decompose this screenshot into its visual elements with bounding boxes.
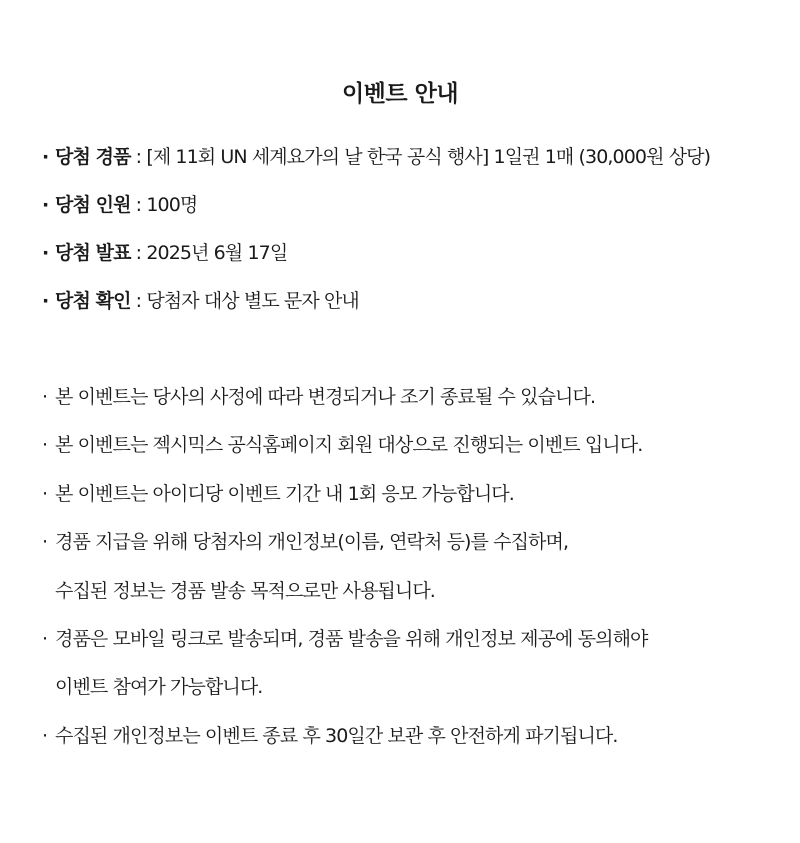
info-separator: : bbox=[130, 242, 147, 264]
note-text: 본 이벤트는 아이디당 이벤트 기간 내 1회 응모 가능합니다. bbox=[55, 482, 514, 505]
info-value-prize: [제 11회 UN 세계요가의 날 한국 공식 행사] 1일권 1매 (30,000원 상당) bbox=[146, 146, 711, 168]
note-line bbox=[42, 525, 782, 573]
note-line bbox=[42, 380, 782, 428]
note-text: 본 이벤트는 당사의 사정에 따라 변경되거나 조기 종료될 수 있습니다. bbox=[55, 386, 596, 408]
info-row-announcement bbox=[42, 236, 782, 284]
note-line bbox=[42, 428, 782, 476]
info-key-prize: 당첨 경품 bbox=[55, 146, 131, 168]
note-text: 수집된 개인정보는 이벤트 종료 후 30일간 보관 후 안전하게 파기됩니다. bbox=[55, 724, 618, 747]
bullet: · bbox=[42, 724, 48, 747]
note-line bbox=[42, 622, 782, 670]
info-value-announcement: 2025년 6월 17일 bbox=[146, 242, 288, 264]
info-separator: : bbox=[130, 290, 147, 312]
info-key-winners: 당첨 인원 bbox=[55, 194, 131, 216]
info-row-prize bbox=[42, 140, 782, 188]
note-text: 경품은 모바일 링크로 발송되며, 경품 발송을 위해 개인정보 제공에 동의해야 bbox=[55, 627, 648, 650]
info-value-confirmation: 당첨자 대상 별도 문자 안내 bbox=[146, 290, 359, 312]
note-line bbox=[42, 719, 782, 767]
event-notes bbox=[42, 380, 782, 767]
info-key-confirmation: 당첨 확인 bbox=[55, 290, 131, 312]
event-info-list bbox=[42, 140, 782, 332]
info-separator: : bbox=[130, 194, 147, 216]
note-text: 경품 지급을 위해 당첨자의 개인정보(이름, 연락처 등)를 수집하며, bbox=[55, 531, 569, 554]
note-line-continued bbox=[42, 574, 782, 622]
page-title: 이벤트 안내 bbox=[341, 81, 459, 107]
bullet: · bbox=[42, 146, 49, 168]
info-row-confirmation bbox=[42, 284, 782, 332]
bullet: · bbox=[42, 627, 48, 650]
note-text: 수집된 정보는 경품 발송 목적으로만 사용됩니다. bbox=[55, 579, 435, 602]
bullet: · bbox=[42, 242, 49, 264]
note-text: 이벤트 참여가 가능합니다. bbox=[55, 676, 263, 699]
bullet: · bbox=[42, 482, 48, 505]
bullet: · bbox=[42, 290, 49, 312]
note-line-continued bbox=[42, 670, 782, 718]
bullet: · bbox=[42, 386, 48, 408]
note-line bbox=[42, 477, 782, 525]
bullet: · bbox=[42, 434, 48, 457]
bullet: · bbox=[42, 531, 48, 554]
info-key-announcement: 당첨 발표 bbox=[55, 242, 131, 264]
note-text: 본 이벤트는 젝시믹스 공식홈페이지 회원 대상으로 진행되는 이벤트 입니다. bbox=[55, 434, 643, 457]
info-value-winners: 100명 bbox=[146, 194, 198, 216]
bullet: · bbox=[42, 194, 49, 216]
info-separator: : bbox=[130, 146, 147, 168]
info-row-winners bbox=[42, 188, 782, 236]
